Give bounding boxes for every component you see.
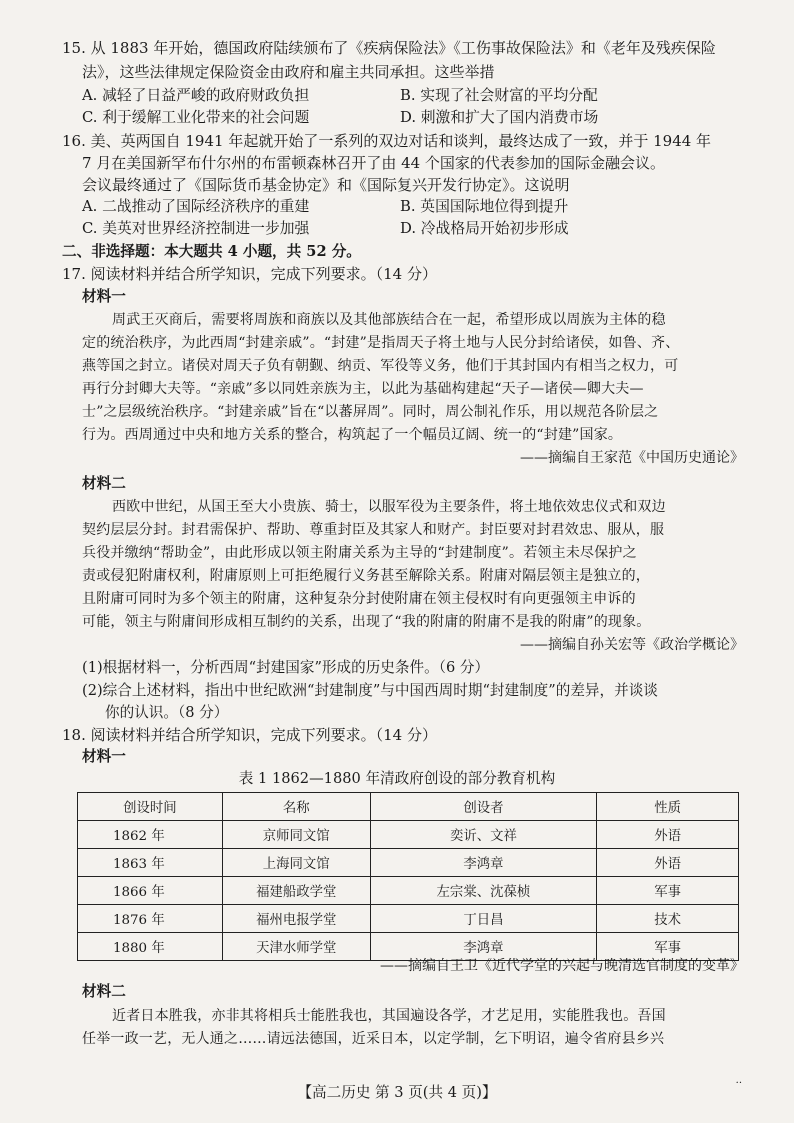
table-cell: 丁日昌 — [370, 905, 597, 933]
table-header-cell: 名称 — [222, 793, 370, 821]
q17-material1-line: 燕等国之封立。诸侯对周天子负有朝觐、纳贡、军役等义务，他们于其封国内有相当之权力，可 — [82, 358, 679, 374]
table-header-cell: 创设时间 — [78, 793, 223, 821]
table-cell: 外语 — [597, 849, 739, 877]
table-cell: 1862 年 — [78, 821, 223, 849]
q17-material2-line: 西欧中世纪，从国王至大小贵族、骑士，以服军役为主要条件，将土地依效忠仪式和双边 — [112, 499, 666, 515]
q15-stem-line2: 法》，这些法律规定保险资金由政府和雇主共同承担。这些举措 — [82, 63, 495, 81]
q15-option-c: C. 利于缓解工业化带来的社会问题 — [82, 109, 310, 126]
table-cell: 1866 年 — [78, 877, 223, 905]
q18-material2-line: 任举一政一艺，无人通之……请远法德国，近采日本，以定学制，乞下明诏，遍令省府县乡兴 — [82, 1031, 665, 1047]
table-cell: 天津水师学堂 — [222, 933, 370, 961]
table-cell: 李鸿章 — [370, 933, 597, 961]
table-header-cell: 创设者 — [370, 793, 597, 821]
q16-option-b: B. 英国国际地位得到提升 — [400, 198, 569, 215]
q17-material1-line: 周武王灭商后，需要将周族和商族以及其他部族结合在一起，希望形成以周族为主体的稳 — [112, 312, 666, 328]
table-cell: 1880 年 — [78, 933, 223, 961]
section-heading: 二、非选择题：本大题共 4 小题，共 52 分。 — [62, 243, 361, 260]
q17-requirement-2-cont: 你的认识。（8 分） — [105, 704, 229, 721]
table-cell: 军事 — [597, 933, 739, 961]
q17-material2-label: 材料二 — [82, 475, 126, 492]
table-row — [78, 821, 739, 849]
table-cell: 外语 — [597, 821, 739, 849]
q17-material1-line: 行为。西周通过中央和地方关系的整合，构筑起了一个幅员辽阔、统一的“封建”国家。 — [82, 427, 623, 443]
table-cell: 技术 — [597, 905, 739, 933]
table-cell: 1863 年 — [78, 849, 223, 877]
q17-requirement-1: (1)根据材料一，分析西周“封建国家”形成的历史条件。（6 分） — [82, 659, 490, 676]
table-caption: 表 1 1862—1880 年清政府创设的部分教育机构 — [238, 770, 556, 787]
table-header-row — [78, 793, 739, 821]
q16-stem-line2: 7 月在美国新罕布什尔州的布雷顿森林召开了由 44 个国家的代表参加的国际金融会议。 — [82, 154, 665, 172]
table-cell: 李鸿章 — [370, 849, 597, 877]
q16-option-a: A. 二战推动了国际经济秩序的重建 — [82, 198, 310, 215]
table-cell: 京师同文馆 — [222, 821, 370, 849]
table-header-cell: 性质 — [597, 793, 739, 821]
q17-material1-line: 再行分封卿大夫等。“亲戚”多以同姓亲族为主，以此为基础构建起“天子—诸侯—卿大夫— — [82, 381, 644, 397]
table-cell: 福州电报学堂 — [222, 905, 370, 933]
q17-material1-line: 定的统治秩序，为此西周“封建亲戚”。“封建”是指周天子将土地与人民分封给诸侯，如鲁、齐、 — [82, 335, 680, 351]
table-row — [78, 877, 739, 905]
q18-material1-label: 材料一 — [82, 748, 126, 765]
q17-material2-source: ——摘编自孙关宏等《政治学概论》 — [520, 637, 744, 653]
table-row — [78, 849, 739, 877]
table-cell: 福建船政学堂 — [222, 877, 370, 905]
q16-stem-line3: 会议最终通过了《国际货币基金协定》和《国际复兴开发行协定》。这说明 — [82, 176, 570, 194]
q18-material2-label: 材料二 — [82, 983, 126, 1000]
education-institutions-table — [77, 792, 739, 961]
q15-option-b: B. 实现了社会财富的平均分配 — [400, 87, 598, 104]
corner-mark: ·· — [735, 1078, 742, 1089]
q17-material2-line: 且附庸可同时为多个领主的附庸，这种复杂分封使附庸在领主侵权时有向更强领主申诉的 — [82, 591, 636, 607]
table-cell: 军事 — [597, 877, 739, 905]
table-cell: 奕䜣、文祥 — [370, 821, 597, 849]
q17-material2-line: 可能，领主与附庸间形成相互制约的关系，出现了“我的附庸的附庸不是我的附庸”的现象。 — [82, 614, 651, 630]
q15-stem-line1: 15. 从 1883 年开始，德国政府陆续颁布了《疾病保险法》《工伤事故保险法》和《老年及残疾保险 — [62, 39, 716, 57]
q17-stem: 17. 阅读材料并结合所学知识，完成下列要求。（14 分） — [62, 265, 437, 283]
q17-material1-line: 士”之层级统治秩序。“封建亲戚”旨在“以蕃屏周”。同时，周公制礼作乐，用以规范各阶层之 — [82, 404, 659, 420]
q17-material1-source: ——摘编自王家范《中国历史通论》 — [520, 450, 744, 466]
table-source: ——摘编自王卫《近代学堂的兴起与晚清选官制度的变革》 — [380, 958, 744, 974]
q16-option-c: C. 美英对世界经济控制进一步加强 — [82, 220, 310, 237]
q15-option-a: A. 减轻了日益严峻的政府财政负担 — [82, 87, 310, 104]
q18-material2-line: 近者日本胜我，亦非其将相兵士能胜我也，其国遍设各学，才艺足用，实能胜我也。吾国 — [112, 1008, 666, 1024]
table-cell: 左宗棠、沈葆桢 — [370, 877, 597, 905]
q16-option-d: D. 冷战格局开始初步形成 — [400, 220, 569, 237]
q17-material2-line: 责或侵犯附庸权利，附庸原则上可拒绝履行义务甚至解除关系。附庸对隔层领主是独立的， — [82, 568, 650, 584]
q16-stem-line1: 16. 美、英两国自 1941 年起就开始了一系列的双边对话和谈判，最终达成了一致，并于 1944 年 — [62, 132, 712, 150]
q18-stem: 18. 阅读材料并结合所学知识，完成下列要求。（14 分） — [62, 726, 437, 744]
q17-material1-label: 材料一 — [82, 288, 126, 305]
q17-material2-line: 兵役并缴纳“帮助金”，由此形成以领主附庸关系为主导的“封建制度”。若领主未尽保护之 — [82, 545, 637, 561]
q15-option-d: D. 刺激和扩大了国内消费市场 — [400, 109, 599, 126]
table-cell: 上海同文馆 — [222, 849, 370, 877]
q17-material2-line: 契约层层分封。封君需保护、帮助、尊重封臣及其家人和财产。封臣要对封君效忠、服从，服 — [82, 522, 665, 538]
table-row — [78, 905, 739, 933]
q17-requirement-2: (2)综合上述材料，指出中世纪欧洲“封建制度”与中国西周时期“封建制度”的差异，并谈谈 — [82, 682, 658, 699]
table-cell: 1876 年 — [78, 905, 223, 933]
page-footer: 【高二历史 第 3 页(共 4 页)】 — [297, 1084, 497, 1101]
